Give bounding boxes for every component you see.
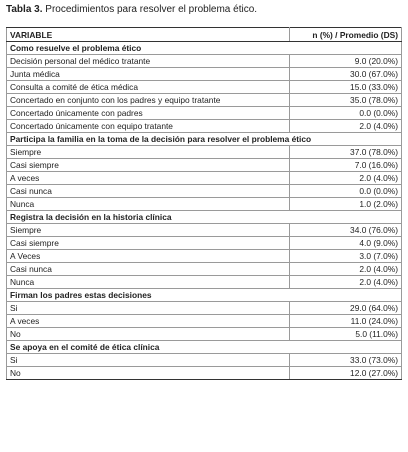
row-value: 3.0 (7.0%)	[290, 250, 402, 263]
header-variable: VARIABLE	[7, 28, 290, 42]
section-header-row	[7, 289, 402, 302]
row-value: 37.0 (78.0%)	[290, 146, 402, 159]
table-caption-label: Tabla 3.	[6, 4, 43, 15]
section-title: Se apoya en el comité de ética clínica	[7, 341, 402, 354]
row-label: Junta médica	[7, 68, 290, 81]
table-row	[7, 172, 402, 185]
row-label: Casi nunca	[7, 185, 290, 198]
row-value: 29.0 (64.0%)	[290, 302, 402, 315]
row-value: 2.0 (4.0%)	[290, 263, 402, 276]
table-row	[7, 120, 402, 133]
row-label: Concertado únicamente con padres	[7, 107, 290, 120]
row-label: Consulta a comité de ética médica	[7, 81, 290, 94]
table-row	[7, 237, 402, 250]
row-label: Siempre	[7, 224, 290, 237]
table-row	[7, 224, 402, 237]
row-value: 12.0 (27.0%)	[290, 367, 402, 380]
row-value: 4.0 (9.0%)	[290, 237, 402, 250]
table-row	[7, 250, 402, 263]
row-label: A Veces	[7, 250, 290, 263]
table-row	[7, 185, 402, 198]
table-row	[7, 367, 402, 380]
row-value: 0.0 (0.0%)	[290, 107, 402, 120]
section-header-row	[7, 341, 402, 354]
table-row	[7, 81, 402, 94]
table-row	[7, 159, 402, 172]
row-value: 0.0 (0.0%)	[290, 185, 402, 198]
table-row	[7, 263, 402, 276]
results-table	[6, 27, 402, 380]
table-row	[7, 276, 402, 289]
row-label: Concertado en conjunto con los padres y equipo tratante	[7, 94, 290, 107]
table-row	[7, 354, 402, 367]
row-label: A veces	[7, 172, 290, 185]
row-label: Nunca	[7, 198, 290, 211]
row-value: 7.0 (16.0%)	[290, 159, 402, 172]
table-row	[7, 107, 402, 120]
section-title: Registra la decisión en la historia clínica	[7, 211, 402, 224]
section-title: Participa la familia en la toma de la decisión para resolver el problema ético	[7, 133, 402, 146]
table-row	[7, 198, 402, 211]
row-label: Nunca	[7, 276, 290, 289]
table-row	[7, 328, 402, 341]
row-value: 30.0 (67.0%)	[290, 68, 402, 81]
row-label: No	[7, 328, 290, 341]
section-header-row	[7, 211, 402, 224]
row-value: 2.0 (4.0%)	[290, 172, 402, 185]
row-value: 9.0 (20.0%)	[290, 55, 402, 68]
row-label: Casi nunca	[7, 263, 290, 276]
row-value: 2.0 (4.0%)	[290, 120, 402, 133]
table-row	[7, 94, 402, 107]
table-caption	[6, 3, 257, 17]
row-label: Siempre	[7, 146, 290, 159]
section-title: Firman los padres estas decisiones	[7, 289, 402, 302]
header-value: n (%) / Promedio (DS)	[290, 28, 402, 42]
row-value: 5.0 (11.0%)	[290, 328, 402, 341]
table-body	[7, 42, 402, 380]
row-value: 35.0 (78.0%)	[290, 94, 402, 107]
row-value: 2.0 (4.0%)	[290, 276, 402, 289]
row-value: 15.0 (33.0%)	[290, 81, 402, 94]
row-value: 34.0 (76.0%)	[290, 224, 402, 237]
row-value: 11.0 (24.0%)	[290, 315, 402, 328]
row-label: Casi siempre	[7, 159, 290, 172]
table-row	[7, 302, 402, 315]
table-row	[7, 146, 402, 159]
row-label: Si	[7, 302, 290, 315]
row-value: 33.0 (73.0%)	[290, 354, 402, 367]
table-row	[7, 315, 402, 328]
section-title: Como resuelve el problema ético	[7, 42, 402, 55]
row-value: 1.0 (2.0%)	[290, 198, 402, 211]
row-label: No	[7, 367, 290, 380]
row-label: Decisión personal del médico tratante	[7, 55, 290, 68]
table-row	[7, 68, 402, 81]
row-label: Si	[7, 354, 290, 367]
section-header-row	[7, 133, 402, 146]
table-row	[7, 55, 402, 68]
table-caption-text: Procedimientos para resolver el problema ético.	[45, 4, 258, 15]
row-label: Concertado únicamente con equipo tratante	[7, 120, 290, 133]
row-label: A veces	[7, 315, 290, 328]
table-header-row	[7, 28, 402, 42]
section-header-row	[7, 42, 402, 55]
row-label: Casi siempre	[7, 237, 290, 250]
